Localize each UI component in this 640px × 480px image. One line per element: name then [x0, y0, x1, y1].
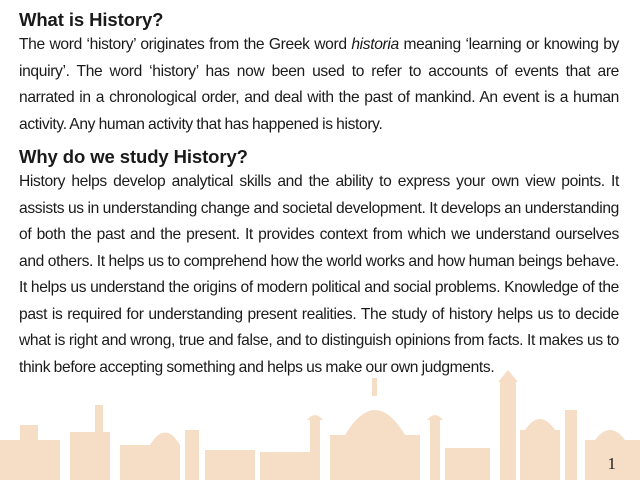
- paragraph-what-is-history: [19, 32, 619, 138]
- page-number: 1: [607, 454, 616, 473]
- section-heading-why-study-history: Why do we study History?: [19, 146, 248, 167]
- document-body: [19, 8, 619, 381]
- paragraph-text-part-2: meaning ‘learning or knowing by inquiry’. The word ‘history’ has now been used to refer to accounts of events that are narrated in a chronological order, and deal with the past of mankind. An event is a human activity. Any human activity that has happened is history.: [19, 36, 619, 133]
- section-heading-what-is-history: What is History?: [19, 9, 164, 30]
- paragraph-text-part-1: The word ‘history’ originates from the Greek word: [19, 36, 352, 53]
- italic-term-historia: historia: [351, 36, 399, 53]
- monument-skyline-icon: [0, 370, 640, 480]
- paragraph-why-study-history: History helps develop analytical skills and the ability to express your own view points. It assists us in understanding change and societal development. It develops an understanding of both the past and the present. It provides context from which we understand ourselves and others. It helps us to comprehend how the world works and how human beings behave. It helps us understand the origins of modern political and social problems. Knowledge of the past is required for understanding present realities. The study of history helps us to decide what is right and wrong, true and false, and to distinguish opinions from facts. It makes us to think before accepting something and helps us make our own judgments.: [19, 173, 619, 376]
